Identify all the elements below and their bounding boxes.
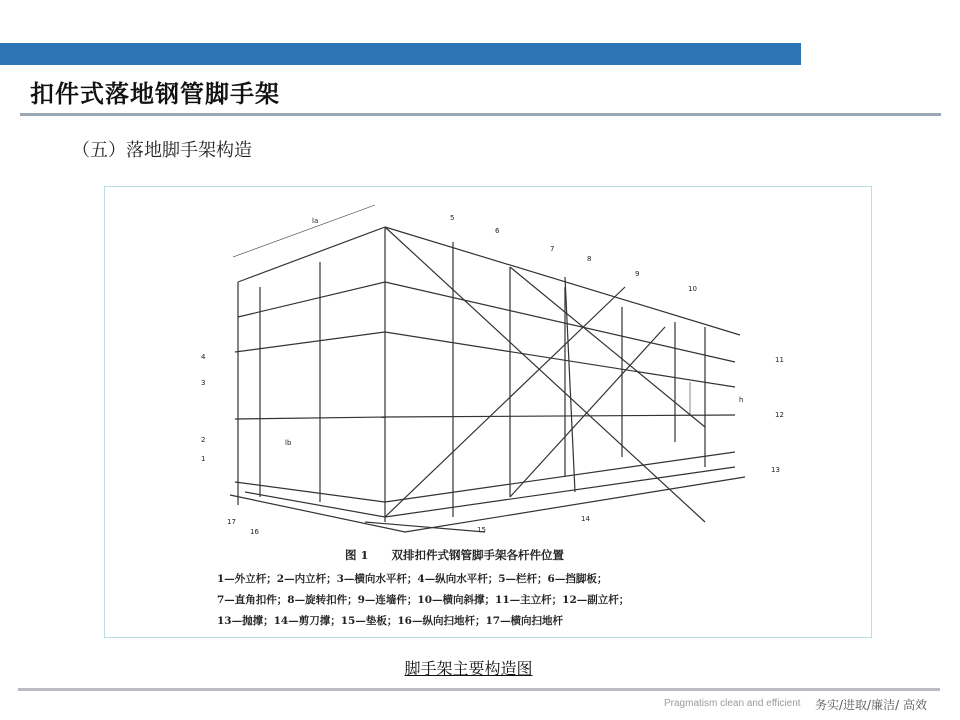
footer-slogan-english: Pragmatism clean and efficient [664,698,801,709]
part-label: 15 [477,526,486,534]
scaffold-drawing [105,187,871,637]
part-label: 10 [688,285,697,293]
part-label: 1 [201,455,206,463]
scaffold-figure [104,186,872,638]
footer-divider [18,688,940,691]
part-label: 9 [635,270,640,278]
part-label: 14 [581,515,590,523]
part-label: 12 [775,411,784,419]
figure-legend-line: 1—外立杆；2—内立杆；3—横向水平杆；4—纵向水平杆；5—栏杆；6—挡脚板； [217,573,608,585]
title-divider [20,113,941,116]
part-label: 6 [495,227,500,235]
part-label: 7 [550,245,555,253]
part-label: 4 [201,353,206,361]
part-label: 16 [250,528,259,536]
part-label: h [739,396,744,404]
part-label: la [312,217,319,225]
part-label: 8 [587,255,592,263]
section-heading: （五）落地脚手架构造 [72,140,252,161]
figure-legend-line: 13—抛撑；14—剪刀撑；15—垫板；16—纵向扫地杆；17—横向扫地杆 [217,615,564,627]
part-label: 3 [201,379,206,387]
part-label: 13 [771,466,780,474]
part-label: 2 [201,436,206,444]
part-label: 11 [775,356,784,364]
figure-title-caption: 脚手架主要构造图 [404,659,533,678]
slide-title: 扣件式落地钢管脚手架 [30,80,280,108]
figure-caption: 图 1 双排扣件式钢管脚手架各杆件位置 [345,548,565,562]
part-number-labels [201,214,784,536]
part-label: 17 [227,518,236,526]
header-band [0,43,801,65]
part-label: 5 [450,214,455,222]
figure-legend-line: 7—直角扣件；8—旋转扣件；9—连墙件；10—横向斜撑；11—主立杆；12—副立杆； [217,594,630,606]
footer-slogan-chinese: 务实/进取/廉洁/ 高效 [815,698,927,712]
scaffold-lines [230,205,745,532]
part-label: lb [285,439,292,447]
